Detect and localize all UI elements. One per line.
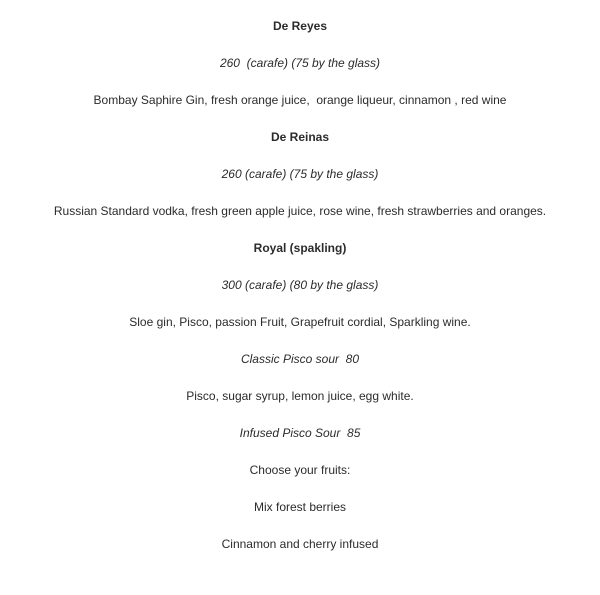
fruit-option: Cinnamon and cherry infused (221, 537, 379, 551)
drink-name-royal: Royal (spakling) (253, 241, 347, 255)
drink-name-de-reinas: De Reinas (270, 130, 330, 144)
drink-ingredients-de-reinas: Russian Standard vodka, fresh green apple juice, rose wine, fresh strawberries and oranges. (53, 204, 547, 218)
drink-name-classic-pisco-sour: Classic Pisco sour 80 (240, 352, 360, 366)
drink-price-de-reinas: 260 (carafe) (75 by the glass) (221, 167, 379, 181)
drink-ingredients-de-reyes: Bombay Saphire Gin, fresh orange juice, orange liqueur, cinnamon , red wine (93, 93, 507, 107)
fruit-option: Mix forest berries (253, 500, 347, 514)
drink-price-royal: 300 (carafe) (80 by the glass) (221, 278, 379, 292)
drink-ingredients-classic-pisco-sour: Pisco, sugar syrup, lemon juice, egg white. (186, 389, 414, 403)
drink-price-de-reyes: 260 (carafe) (75 by the glass) (219, 56, 381, 70)
drink-ingredients-royal: Sloe gin, Pisco, passion Fruit, Grapefruit cordial, Sparkling wine. (129, 315, 471, 329)
drink-name-infused-pisco-sour: Infused Pisco Sour 85 (239, 426, 361, 440)
choose-fruits-label: Choose your fruits: (249, 463, 351, 477)
drink-name-de-reyes: De Reyes (272, 19, 328, 33)
